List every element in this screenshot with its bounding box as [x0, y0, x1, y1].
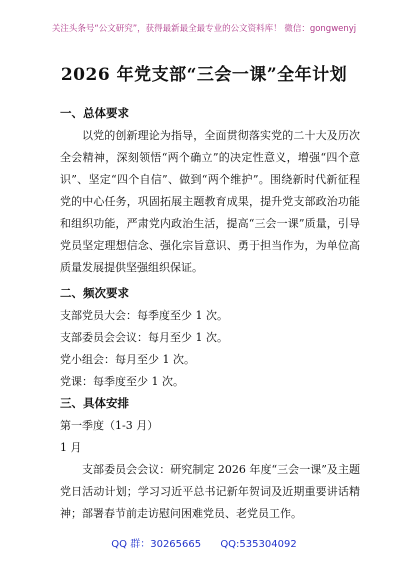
section-heading-schedule: 三、具体安排 — [60, 396, 129, 410]
schedule-january-paragraph: 支部委员会会议：研究制定 2026 年度“三会一课”及主题党日活动计划；学习习近平总书记新年贺词及近期重要讲话精神；部署春节前走访慰问困难党员、老党员工作。 — [60, 463, 360, 520]
section-heading-general: 一、总体要求 — [60, 106, 129, 120]
qq-group-text: QQ 群：30265665 — [111, 539, 202, 550]
general-requirements-paragraph: 以党的创新理论为指导，全面贯彻落实党的二十大及历次全会精神，深刻领悟“两个确立”的决定性意义，增强“四个意识”、坚定“四个自信”、做到“两个维护”。围绕新时代新征程党的中心任务，巩固拓展主题教育成果，提升党支部政治功能和组织功能，严肃党内政治生活，提高“三会一课”质量，引导党员坚定理想信念、强化宗旨意识、勇于担当作为，为单位高质量发展提供坚强组织保证。 — [60, 129, 360, 274]
schedule-quarter-label: 第一季度（1-3 月） — [60, 419, 159, 432]
contact-footer — [0, 535, 408, 550]
qq-text: QQ:535304092 — [220, 539, 297, 550]
frequency-item-lecture: 党课：每季度至少 1 次。 — [60, 375, 184, 388]
frequency-item-group: 党小组会：每月至少 1 次。 — [60, 353, 195, 366]
document-title: 2026 年党支部“三会一课”全年计划 — [60, 65, 348, 85]
schedule-month-label: 1 月 — [60, 441, 82, 454]
document-body — [60, 105, 360, 525]
section-heading-frequency: 二、频次要求 — [60, 286, 129, 300]
frequency-item-committee: 支部委员会会议：每月至少 1 次。 — [60, 331, 228, 344]
promo-banner: 关注头条号“公文研究”，获得最新最全最专业的公文资料库！ 微信：gongwenyj — [51, 24, 357, 34]
frequency-item-party-congress: 支部党员大会：每季度至少 1 次。 — [60, 309, 228, 322]
